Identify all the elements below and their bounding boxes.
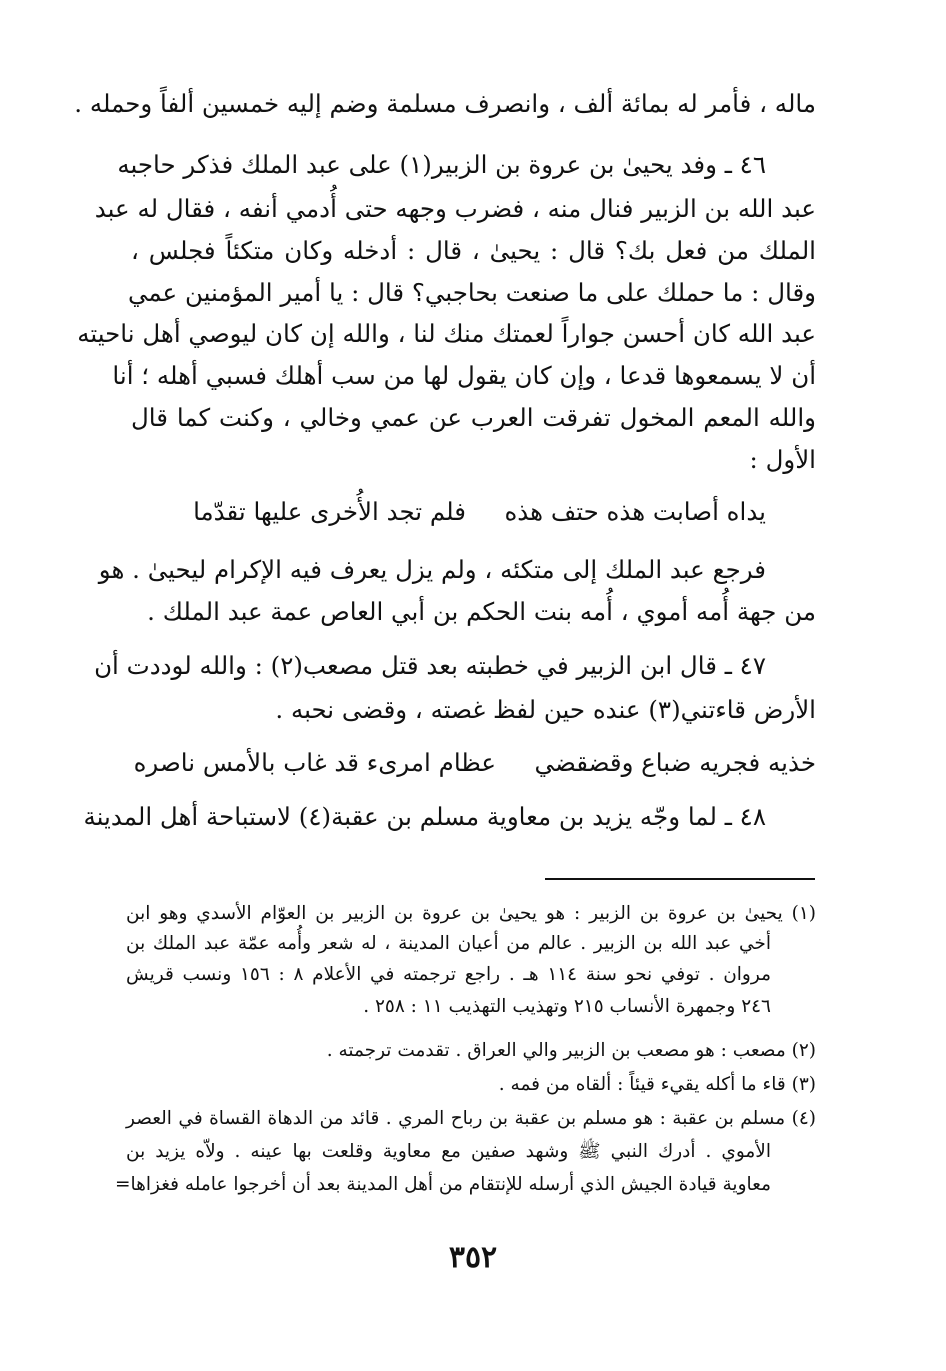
page-number: ٣٥٢ xyxy=(448,1240,498,1275)
body-line: وقال : ما حملك على ما صنعت بحاجبي؟ قال : يا أمير المؤمنين عمي xyxy=(127,278,816,307)
body-line: من جهة أُمه أموي ، أُمه بنت الحكم بن أبي العاص عمة عبد الملك . xyxy=(147,597,816,626)
verse-second-hemistich: فلم تجد الأُخرى عليها تقدّما xyxy=(193,497,466,526)
footnote-line: ٢٤٦ وجمهرة الأنساب ٢١٥ وتهذيب التهذيب ١١ : ٢٥٨ . xyxy=(363,996,771,1017)
body-line: عبد الله بن الزبير فنال منه ، فضرب وجهه حتى أُدمي أنفه ، فقال له عبد xyxy=(94,194,816,223)
verse-second-hemistich: عظام امرىء قد غاب بالأمس ناصره xyxy=(133,748,496,777)
body-line: فرجع عبد الملك إلى متكئه ، ولم يزل يعرف فيه الإكرام ليحيىٰ . هو xyxy=(98,555,766,584)
footnote-line: أخي عبد الله بن الزبير . عالم من أعيان المدينة ، له شعر وأُمه عمّة عبد الملك بن xyxy=(126,933,771,954)
footnote-line: (٤) مسلم بن عقبة : هو مسلم بن عقبة بن رباح المري . قائد من الدهاة القساة في العصر xyxy=(126,1108,816,1129)
footnote-line: (٢) مصعب : هو مصعب بن الزبير والي العراق . تقدمت ترجمته . xyxy=(326,1040,816,1061)
body-line: أن لا يسمعوها قدعا ، وإن كان يقول لها من سب أهلك فسبي أهله ؛ أنا xyxy=(112,361,816,390)
footnote-line: مروان . توفي نحو سنة ١١٤ هـ . راجع ترجمته في الأعلام ٨ : ١٥٦ ونسب قريش xyxy=(126,964,771,985)
body-line: ٤٦ ـ وفد يحيىٰ بن عروة بن الزبير(١) على عبد الملك فذكر حاجبه xyxy=(117,150,766,179)
body-line: عبد الله كان أحسن جواراً لعمتك منك لنا ، والله إن كان ليوصي أهل ناحيته xyxy=(77,319,816,348)
body-line: الأول : xyxy=(749,445,816,474)
body-line: ماله ، فأمر له بمائة ألف ، وانصرف مسلمة وضم إليه خمسين ألفاً وحمله . xyxy=(74,89,816,118)
footnote-line: معاوية قيادة الجيش الذي أرسله للإنتقام من أهل المدينة بعد أن أخرجوا عامله فغزاها= xyxy=(114,1174,771,1195)
verse-first-hemistich: يداه أصابت هذه حتف هذه xyxy=(504,497,766,526)
footnote-line: الأموي . أدرك النبي ﷺ وشهد صفين مع معاوية وقلعت بها عينه . ولاّه يزيد بن xyxy=(126,1141,771,1162)
body-line: الملك من فعل بك؟ قال : يحيىٰ ، قال : أدخله وكان متكئاً فجلس ، xyxy=(131,236,816,265)
body-line: الأرض قاءتني(٣) عنده حين لفظ غصته ، وقضى نحبه . xyxy=(275,695,816,724)
body-line: ٤٨ ـ لما وجّه يزيد بن معاوية مسلم بن عقبة(٤) لاستباحة أهل المدينة xyxy=(83,802,766,831)
footnote-line: (٣) قاء ما أكله يقيء قيئاً : ألقاه من فمه . xyxy=(498,1074,816,1095)
footnote-separator xyxy=(545,878,815,880)
footnote-line: (١) يحيىٰ بن عروة بن الزبير : هو يحيىٰ بن عروة بن الزبير بن العوّام الأسدي وهو ابن xyxy=(126,903,816,924)
verse-first-hemistich: خذيه فجريه ضباع وقضقضي xyxy=(534,748,816,777)
body-line: والله المعم المخول تفرقت العرب عن عمي وخالي ، وكنت كما قال xyxy=(131,403,816,432)
body-line: ٤٧ ـ قال ابن الزبير في خطبته بعد قتل مصعب(٢) : والله لوددت أن xyxy=(94,651,766,680)
